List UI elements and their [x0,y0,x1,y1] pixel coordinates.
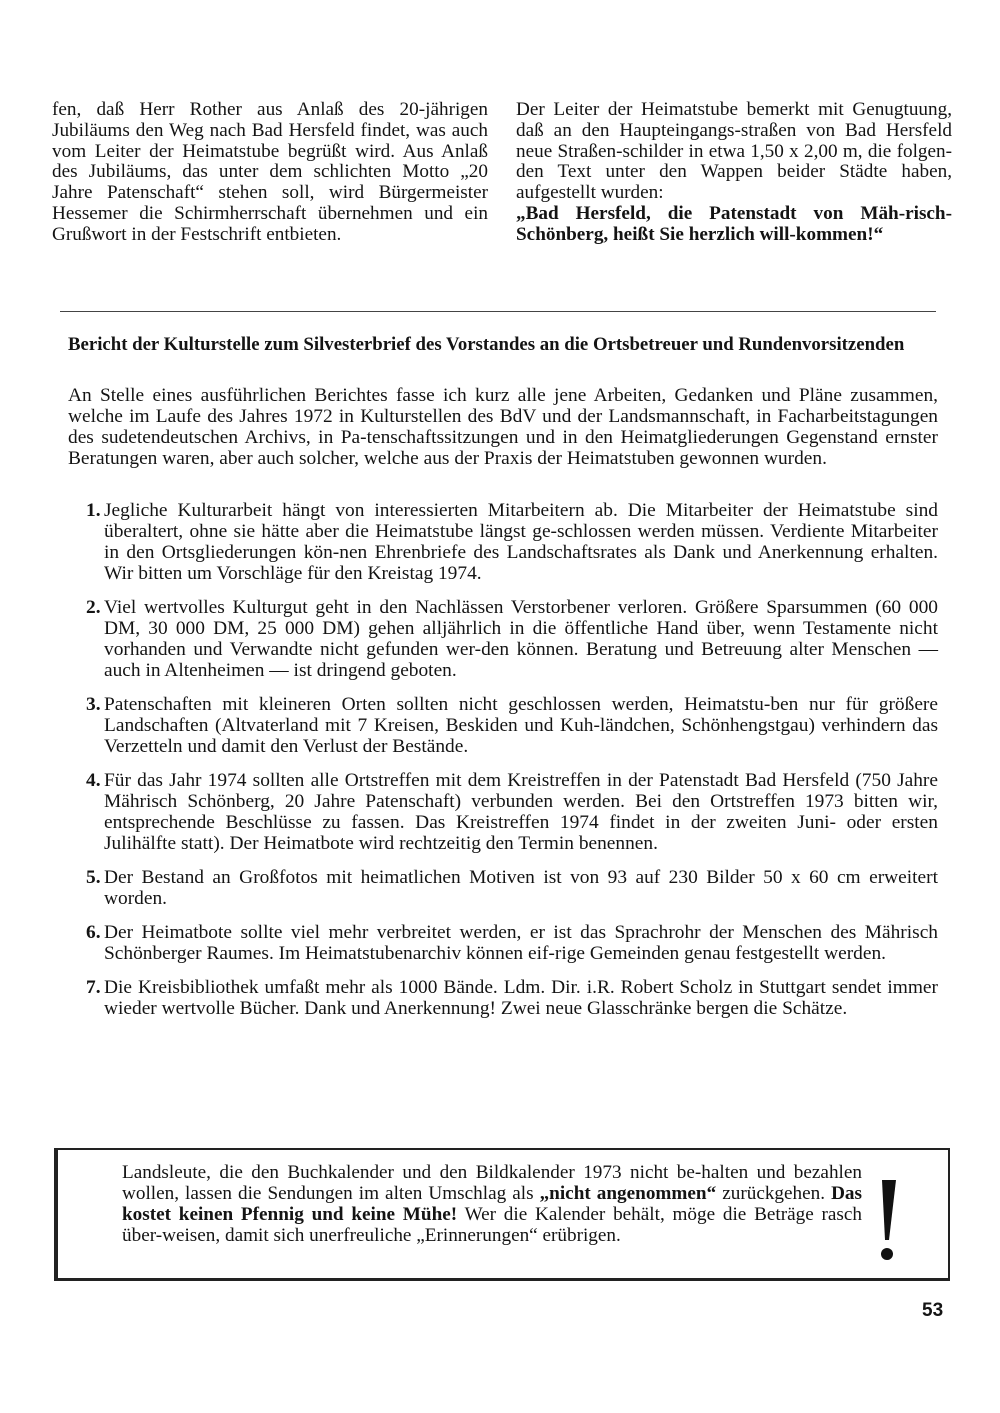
notice-text-part: zurückgehen. [716,1183,832,1204]
list-item-text: Jegliche Kulturarbeit hängt von interessierten Mitarbeitern ab. Die Mitarbeiter der Heimatstube sind überaltert, ohne sie hätte aber die Heimatstube längst ge-schlossen werden müssen. Verdiente Mitarbeiter in den Ortsgliederungen kön-nen Ehrenbriefe des Landschaftsrates als Dank und Anerkennung erhalten. Wir bitten um Vorschläge für den Kreistag 1974. [104,500,938,584]
report-points-list [86,500,938,1032]
list-item-text: Der Heimatbote sollte viel mehr verbreitet werden, er ist das Sprachrohr der Menschen des Mährisch Schönberger Raumes. Im Heimatstubenarchiv können eif-rige Gemeinden genau festgestellt werden. [104,922,938,964]
list-item-number: 2. [86,597,101,618]
welcome-sign-quote: „Bad Hersfeld, die Patenstadt von Mäh-risch-Schönberg, heißt Sie herzlich will-kommen!“ [516,202,952,245]
list-item-number: 7. [86,977,101,998]
notice-text-part: Landsleute, die den Buchkalender und den Bildkalender 1973 nicht be-halten und bezahlen wollen, lassen die Sendungen im alten Umschlag als [122,1162,862,1204]
list-item [86,867,938,909]
notice-bold-not-accepted: „nicht angenommen“ [539,1183,717,1204]
right-column-paragraph: Der Leiter der Heimatstube bemerkt mit Genugtuung, daß an den Haupteingangs-straßen von Bad Hersfeld neue Straßen-schilder in etwa 1,50 x 2,00 m, die folgen-den Text unter den Wappen beider Städte haben, aufgestellt wurden: [516,99,952,204]
notice-box [54,1148,950,1281]
notice-text-part: Wer die Kalender behält, möge die Beträge rasch über-weisen, damit sich unerfreuliche „Erinnerungen“ erübrigen. [122,1204,862,1246]
report-intro-paragraph: An Stelle eines ausführlichen Berichtes fasse ich kurz alle jene Arbeiten, Gedanken und Pläne zusammen, welche im Laufe des Jahres 1972 in Kulturstellen des BdV und der Landsmannschaft, in Facharbeitstagungen des sudetendeutschen Archivs, in Pa-tenschaftssitzungen und in den Heimatgliederungen Gegenstand ernster Beratungen waren, aber auch solcher, welche aus der Praxis der Heimatstuben gewonnen wurden. [68,385,938,469]
list-item [86,694,938,757]
list-item-number: 1. [86,500,101,521]
list-item-text: Die Kreisbibliothek umfaßt mehr als 1000 Bände. Ldm. Dir. i.R. Robert Scholz in Stuttgart sendet immer wieder wertvolle Bücher. Dank und Anerkennung! Zwei neue Glasschränke bergen die Schätze. [104,977,938,1019]
section-divider [60,311,936,312]
list-item [86,922,938,964]
list-item-text: Patenschaften mit kleineren Orten sollten nicht geschlossen werden, Heimatstu-ben nur für größere Landschaften (Altvaterland mit 7 Kreisen, Beskiden und Kuh-ländchen, Schönhengstgau) verhindern das Verzetteln und damit den Verlust der Bestände. [104,694,938,757]
left-column-paragraph: fen, daß Herr Rother aus Anlaß des 20-jährigen Jubiläums den Weg nach Bad Hersfeld findet, was auch vom Leiter der Heimatstube begrüßt wird. Aus Anlaß des Jubiläums, das unter dem schlichten Motto „20 Jahre Patenschaft“ stehen soll, wird Bürgermeister Hessemer die Schirmherrschaft übernehmen und ein Grußwort in der Festschrift entbieten. [52,99,488,245]
list-item-text: Der Bestand an Großfotos mit heimatlichen Motiven ist von 93 auf 230 Bilder 50 x 60 cm erweitert worden. [104,867,938,909]
list-item [86,597,938,681]
list-item [86,977,938,1019]
list-item-number: 3. [86,694,101,715]
right-column-text [516,100,952,246]
notice-bold-no-cost: Das kostet keinen Pfennig und keine Mühe! [122,1183,862,1225]
list-item [86,770,938,854]
list-item-text: Für das Jahr 1974 sollten alle Ortstreffen mit dem Kreistreffen in der Patenstadt Bad Hersfeld (750 Jahre Mährisch Schönberg, 20 Jahre Patenschaft) verbunden werden. Bei den Ortstreffen 1973 bitten wir, entsprechende Beschlüsse zu fassen. Das Kreistreffen 1974 findet in der zweiten Juni- oder ersten Julihälfte statt). Der Heimatbote wird rechtzeitig den Termin benennen. [104,770,938,854]
list-item-number: 4. [86,770,101,791]
left-column-text [52,100,488,246]
page-number: 53 [922,1300,944,1321]
exclamation-icon [872,1178,902,1264]
list-item [86,500,938,584]
list-item-number: 5. [86,867,101,888]
list-item-text: Viel wertvolles Kulturgut geht in den Nachlässen Verstorbener verloren. Größere Sparsummen (60 000 DM, 30 000 DM, 25 000 DM) gehen alljährlich in die öffentliche Hand über, wenn Testamente nicht vorhanden und Verwandte nicht gefunden wer-den können. Beratung und Betreuung alter Menschen — auch in Altenheimen — ist dringend geboten. [104,597,938,681]
notice-text [122,1162,862,1246]
report-heading: Bericht der Kulturstelle zum Silvesterbrief des Vorstandes an die Ortsbetreuer und Rundenvorsitzenden [68,334,905,355]
list-item-number: 6. [86,922,101,943]
